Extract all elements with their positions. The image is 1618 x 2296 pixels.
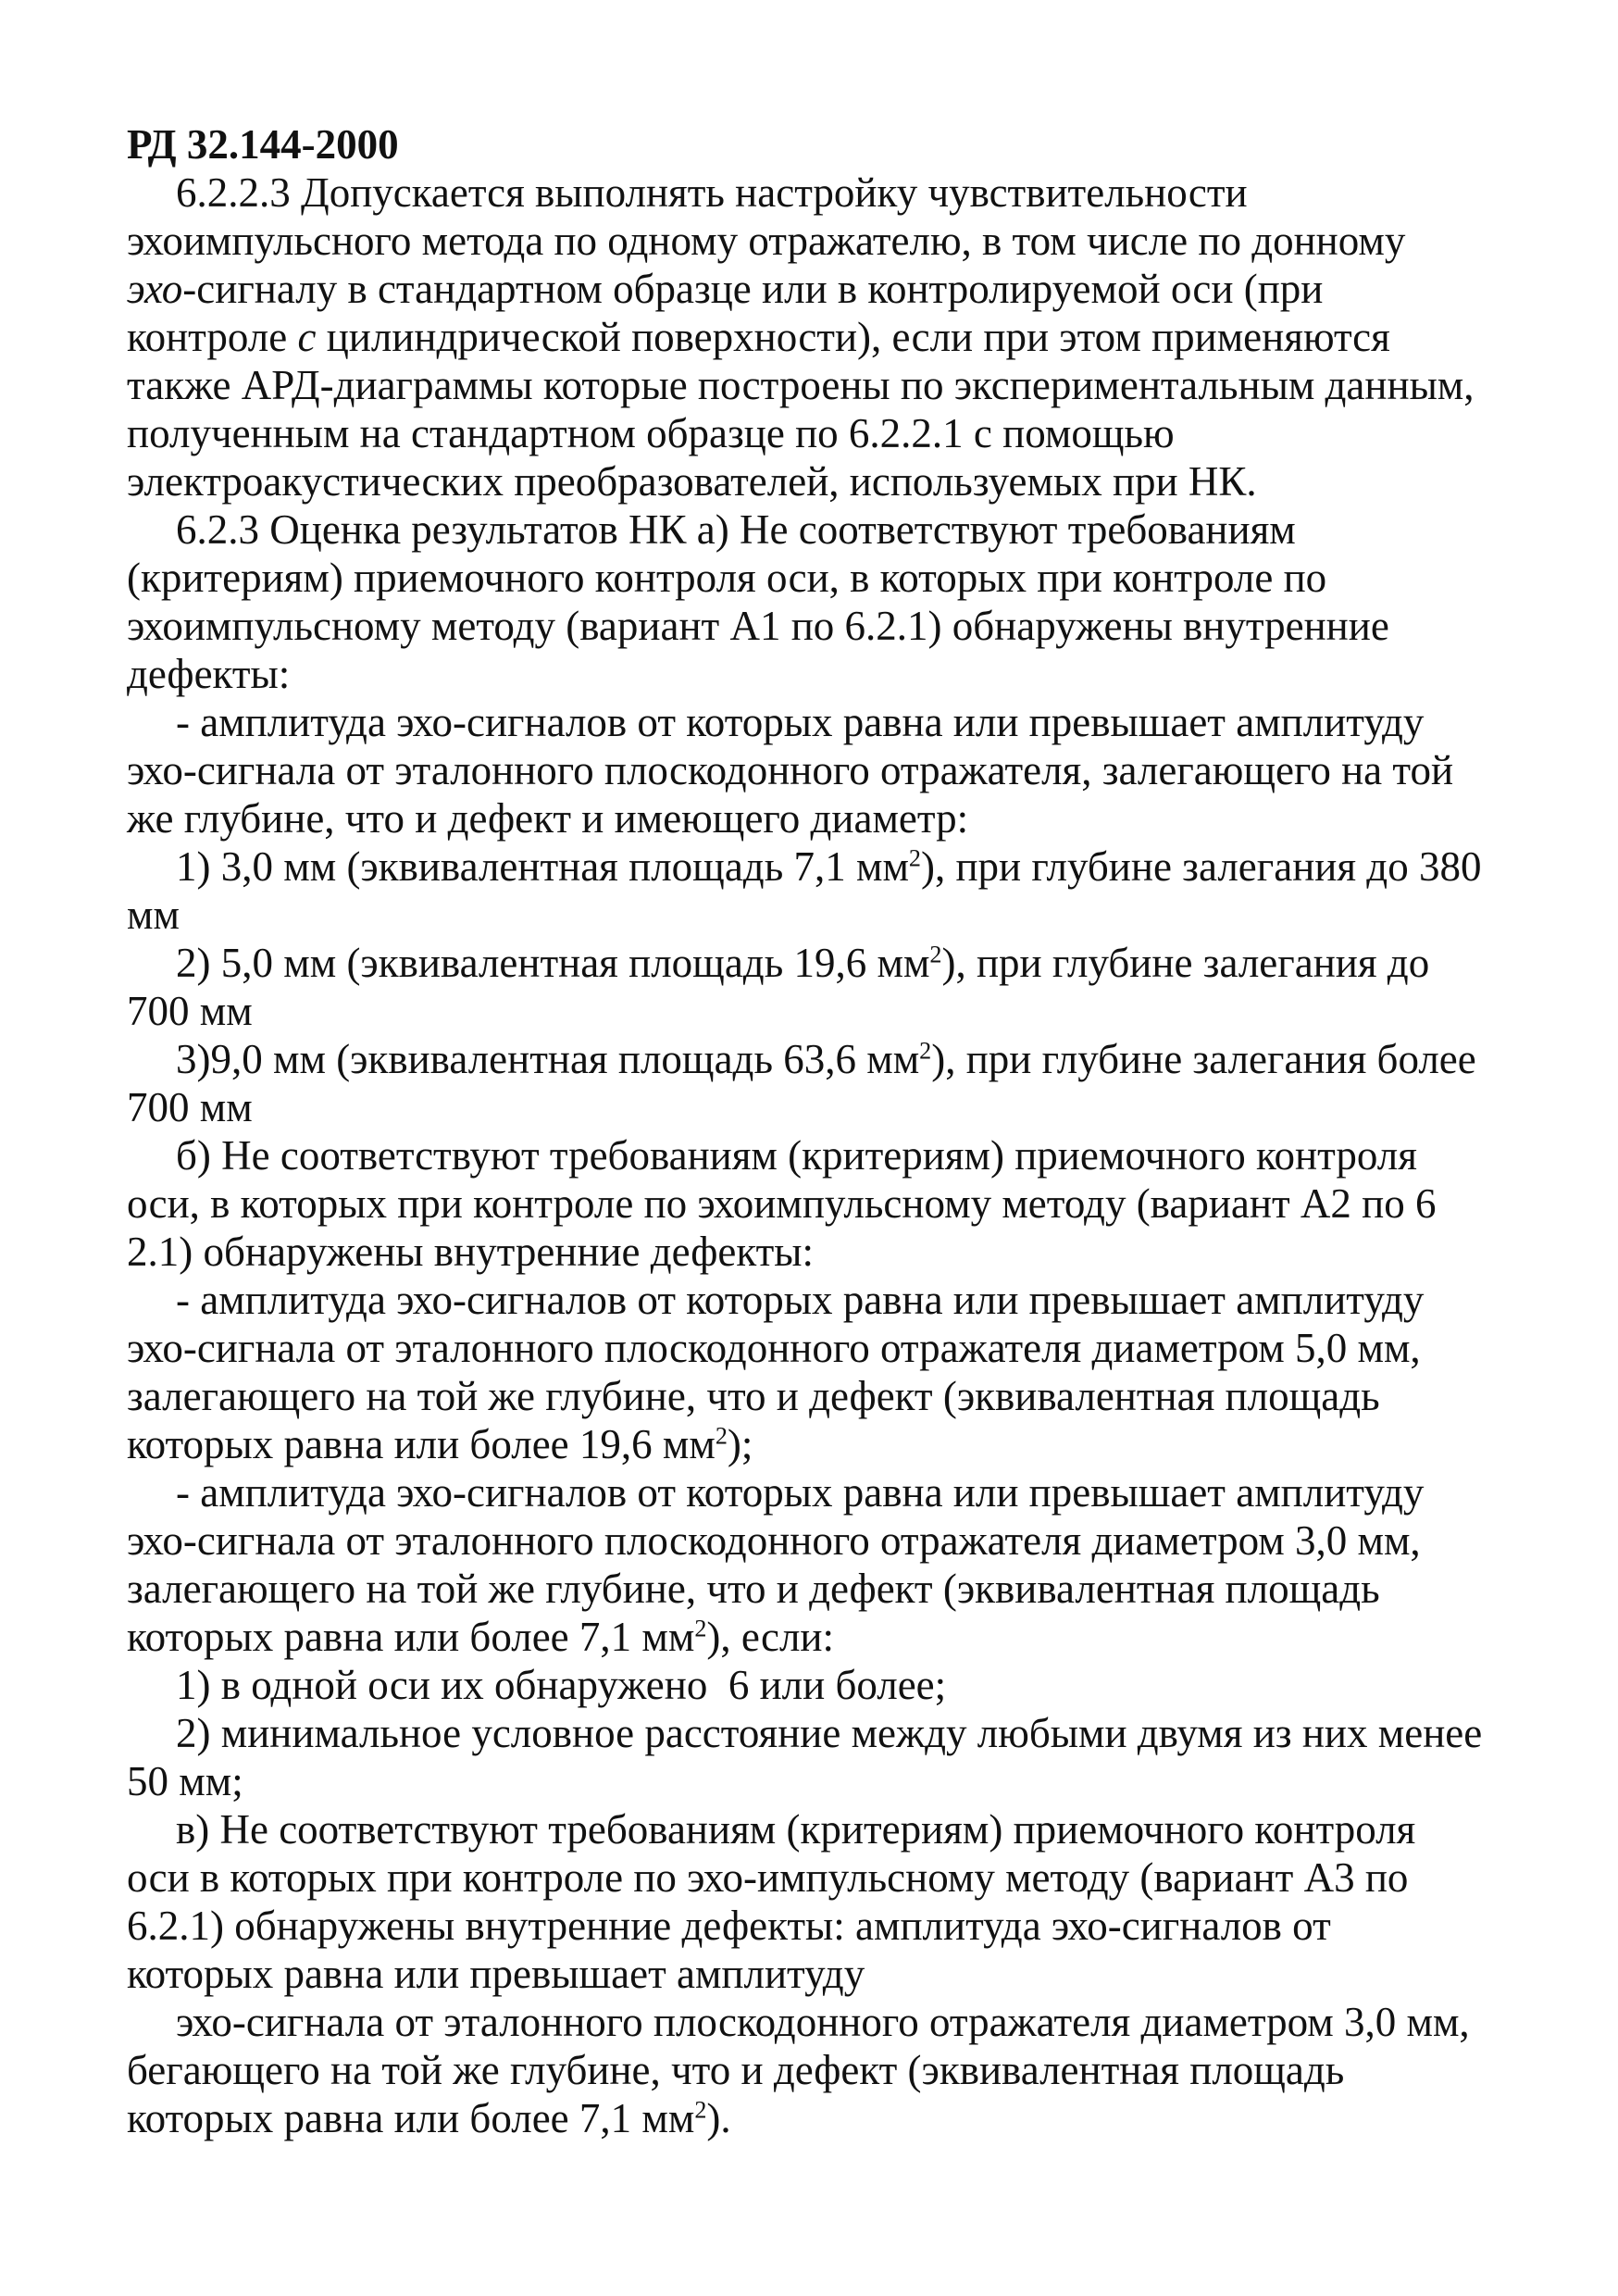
list-item-line bbox=[127, 1035, 1571, 1083]
text-line: дефекты: bbox=[127, 651, 291, 697]
text-segment: 3)9,0 мм (эквивалентная площадь 63,6 мм bbox=[176, 1036, 920, 1082]
superscript: 2 bbox=[929, 941, 942, 968]
text-segment: контроле bbox=[127, 314, 298, 360]
list-item-line: 2) минимальное условное расстояние между любыми двумя из них менее bbox=[176, 1710, 1483, 1756]
text-line: эхоимпульсному методу (вариант А1 по 6.2.1) обнаружены внутренние bbox=[127, 603, 1389, 649]
paragraph-first-line: - амплитуда эхо-сигналов от которых равна или превышает амплитуду bbox=[176, 699, 1425, 745]
text-line: эхо-сигнала от эталонного плоскодонного отражателя диаметром 5,0 мм, bbox=[127, 1325, 1421, 1371]
text-segment: ), при глубине залегания до 380 bbox=[920, 843, 1482, 890]
text-line: электроакустических преобразователей, используемых при НК. bbox=[127, 458, 1257, 505]
text-line: залегающего на той же глубине, что и дефект (эквивалентная площадь bbox=[127, 1566, 1380, 1612]
text-line: же глубине, что и дефект и имеющего диаметр: bbox=[127, 795, 969, 842]
text-segment: 1) 3,0 мм (эквивалентная площадь 7,1 мм bbox=[176, 843, 909, 890]
paragraph-first-line: 6.2.2.3 Допускается выполнять настройку чувствительности bbox=[176, 169, 1248, 216]
text-line bbox=[127, 2094, 1571, 2142]
text-line: (критериям) приемочного контроля оси, в которых при контроле по bbox=[127, 555, 1327, 601]
paragraph-first-line: в) Не соответствуют требованиям (критериям) приемочного контроля bbox=[176, 1806, 1416, 1853]
text-segment: ). bbox=[706, 2095, 731, 2141]
text-line: эхо-сигнала от эталонного плоскодонного отражателя диаметром 3,0 мм, bbox=[127, 1517, 1421, 1564]
superscript: 2 bbox=[694, 2096, 707, 2124]
paragraph-first-line: - амплитуда эхо-сигналов от которых равна или превышает амплитуду bbox=[176, 1469, 1425, 1516]
text-segment: ), если: bbox=[706, 1614, 834, 1660]
text-line: оси, в которых при контроле по эхоимпульсному методу (вариант А2 по 6 bbox=[127, 1180, 1437, 1227]
list-item-line: 1) в одной оси их обнаружено 6 или более; bbox=[176, 1662, 947, 1708]
document-body bbox=[127, 120, 1571, 2142]
text-segment: 2) 5,0 мм (эквивалентная площадь 19,6 мм bbox=[176, 940, 930, 986]
italic-text: эхо bbox=[127, 266, 183, 312]
text-line: 6.2.1) обнаружены внутренние дефекты: амплитуда эхо-сигналов от bbox=[127, 1903, 1331, 1949]
text-segment: которых равна или более 19,6 мм bbox=[127, 1421, 716, 1467]
text-segment: -сигналу в стандартном образце или в контролируемой оси (при bbox=[182, 266, 1324, 312]
text-line: эхоимпульсного метода по одному отражателю, в том числе по донному bbox=[127, 218, 1406, 264]
text-segment: ); bbox=[727, 1421, 753, 1467]
list-item-line bbox=[127, 842, 1571, 891]
text-segment: цилиндрической поверхности), если при этом применяются bbox=[316, 314, 1390, 360]
text-line bbox=[127, 1613, 1571, 1661]
text-line bbox=[127, 313, 1571, 361]
text-line: полученным на стандартном образце по 6.2.2.1 с помощью bbox=[127, 410, 1175, 456]
paragraph-first-line: эхо-сигнала от эталонного плоскодонного отражателя диаметром 3,0 мм, bbox=[176, 1999, 1470, 2045]
text-line: 50 мм; bbox=[127, 1758, 243, 1804]
italic-text: с bbox=[297, 314, 317, 360]
text-segment: ), при глубине залегания до bbox=[941, 940, 1430, 986]
text-line: 700 мм bbox=[127, 988, 253, 1034]
text-line: бегающего на той же глубине, что и дефект (эквивалентная площадь bbox=[127, 2047, 1345, 2093]
text-line: мм bbox=[127, 892, 180, 938]
text-segment: ), при глубине залегания более bbox=[931, 1036, 1476, 1082]
paragraph-first-line: - амплитуда эхо-сигналов от которых равна или превышает амплитуду bbox=[176, 1277, 1425, 1323]
superscript: 2 bbox=[919, 1037, 932, 1065]
text-line: 2.1) обнаружены внутренние дефекты: bbox=[127, 1229, 814, 1275]
superscript: 2 bbox=[715, 1422, 728, 1450]
superscript: 2 bbox=[908, 844, 921, 872]
text-line: которых равна или превышает амплитуду bbox=[127, 1951, 865, 1997]
text-line: эхо-сигнала от эталонного плоскодонного отражателя, залегающего на той bbox=[127, 747, 1454, 793]
text-line: оси в которых при контроле по эхо-импульсному методу (вариант А3 по bbox=[127, 1854, 1409, 1901]
paragraph-first-line: 6.2.3 Оценка результатов НК а) Не соответствуют требованиям bbox=[176, 506, 1296, 553]
paragraph-first-line: б) Не соответствуют требованиям (критериям) приемочного контроля bbox=[176, 1132, 1417, 1179]
text-line: залегающего на той же глубине, что и дефект (эквивалентная площадь bbox=[127, 1373, 1380, 1419]
text-line: также АРД-диаграммы которые построены по экспериментальным данным, bbox=[127, 362, 1475, 408]
superscript: 2 bbox=[694, 1615, 707, 1642]
text-line bbox=[127, 265, 1571, 313]
list-item-line bbox=[127, 939, 1571, 987]
text-segment: которых равна или более 7,1 мм bbox=[127, 1614, 695, 1660]
text-line bbox=[127, 1420, 1571, 1468]
text-segment: которых равна или более 7,1 мм bbox=[127, 2095, 695, 2141]
document-header: РД 32.144-2000 bbox=[127, 121, 399, 168]
text-line: 700 мм bbox=[127, 1084, 253, 1130]
